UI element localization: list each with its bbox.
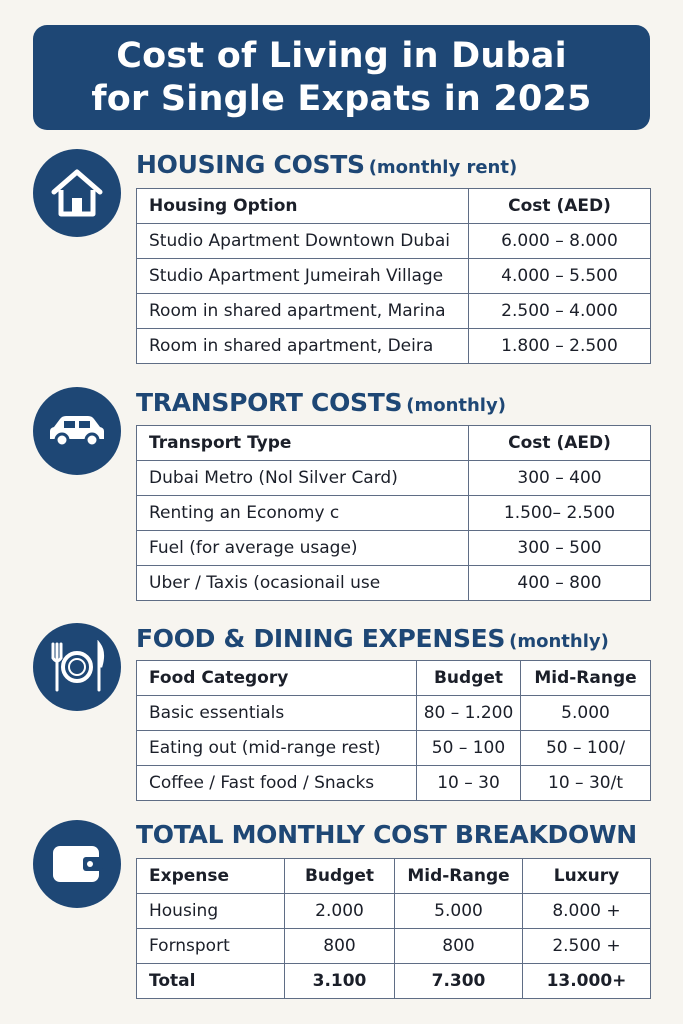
- food-heading: [136, 624, 609, 653]
- table-cell: Eating out (mid-range rest): [137, 731, 417, 766]
- table-row: [137, 929, 651, 964]
- column-header: Budget: [285, 859, 395, 894]
- table-cell: 10 – 30: [417, 766, 521, 801]
- transport-heading-title: TRANSPORT COSTS: [136, 388, 403, 417]
- table-cell: 2.000: [285, 894, 395, 929]
- column-header: Luxury: [523, 859, 651, 894]
- column-header: Housing Option: [137, 189, 469, 224]
- table-cell: 800: [395, 929, 523, 964]
- table-row: [137, 531, 651, 566]
- table-header-row: [137, 426, 651, 461]
- column-header: Cost (AED): [469, 426, 651, 461]
- food-table: [136, 660, 651, 801]
- table-row: [137, 461, 651, 496]
- table-cell: Basic essentials: [137, 696, 417, 731]
- table-row: [137, 566, 651, 601]
- table-cell: 300 – 500: [469, 531, 651, 566]
- table-cell: Renting an Economy c: [137, 496, 469, 531]
- table-cell: Room in shared apartment, Deira: [137, 329, 469, 364]
- table-cell: 5.000: [521, 696, 651, 731]
- table-cell: Room in shared apartment, Marina: [137, 294, 469, 329]
- table-cell: Fornsport: [137, 929, 285, 964]
- table-cell: Uber / Taxis (ocasionail use: [137, 566, 469, 601]
- transport-heading: [136, 388, 506, 417]
- table-cell: 50 – 100/: [521, 731, 651, 766]
- title-line-2: for Single Expats in 2025: [91, 78, 592, 119]
- column-header: Cost (AED): [469, 189, 651, 224]
- table-header-row: [137, 661, 651, 696]
- table-cell: 4.000 – 5.500: [469, 259, 651, 294]
- table-cell: 8.000 +: [523, 894, 651, 929]
- food-heading-title: FOOD & DINING EXPENSES: [136, 624, 506, 653]
- column-header: Expense: [137, 859, 285, 894]
- table-cell: 3.100: [285, 964, 395, 999]
- table-row: [137, 731, 651, 766]
- transport-heading-sub: (monthly): [406, 395, 506, 416]
- table-cell: 7.300: [395, 964, 523, 999]
- table-cell: Fuel (for average usage): [137, 531, 469, 566]
- food-heading-sub: (monthly): [509, 631, 609, 652]
- transport-table: [136, 425, 651, 601]
- housing-heading-sub: (monthly rent): [368, 157, 518, 178]
- table-row: [137, 696, 651, 731]
- table-cell: 2.500 +: [523, 929, 651, 964]
- plate-cutlery-icon: [33, 623, 121, 711]
- table-cell: Studio Apartment Downtown Dubai: [137, 224, 469, 259]
- table-row: [137, 766, 651, 801]
- table-cell: 5.000: [395, 894, 523, 929]
- table-header-row: [137, 189, 651, 224]
- table-row: [137, 496, 651, 531]
- table-row: [137, 259, 651, 294]
- wallet-icon: [33, 820, 121, 908]
- table-cell: 10 – 30/t: [521, 766, 651, 801]
- table-cell: 80 – 1.200: [417, 696, 521, 731]
- table-cell: Studio Apartment Jumeirah Village: [137, 259, 469, 294]
- table-row: [137, 294, 651, 329]
- table-cell: 1.500– 2.500: [469, 496, 651, 531]
- table-row: [137, 329, 651, 364]
- table-row-total: [137, 964, 651, 999]
- table-cell: 1.800 – 2.500: [469, 329, 651, 364]
- column-header: Budget: [417, 661, 521, 696]
- total-table: [136, 858, 651, 999]
- table-cell: 800: [285, 929, 395, 964]
- table-cell: Dubai Metro (Nol Silver Card): [137, 461, 469, 496]
- car-icon: [33, 387, 121, 475]
- table-cell: 6.000 – 8.000: [469, 224, 651, 259]
- column-header: Mid-Range: [521, 661, 651, 696]
- title-banner: [33, 25, 650, 130]
- table-cell: 400 – 800: [469, 566, 651, 601]
- house-icon: [33, 149, 121, 237]
- table-cell: 300 – 400: [469, 461, 651, 496]
- title-line-1: Cost of Living in Dubai: [116, 35, 567, 76]
- total-heading: [136, 820, 637, 849]
- table-cell: Total: [137, 964, 285, 999]
- table-cell: 13.000+: [523, 964, 651, 999]
- column-header: Food Category: [137, 661, 417, 696]
- table-cell: 50 – 100: [417, 731, 521, 766]
- table-header-row: [137, 859, 651, 894]
- housing-heading: [136, 150, 517, 179]
- table-cell: 2.500 – 4.000: [469, 294, 651, 329]
- housing-table: [136, 188, 651, 364]
- total-heading-title: TOTAL MONTHLY COST BREAKDOWN: [136, 820, 637, 849]
- column-header: Transport Type: [137, 426, 469, 461]
- housing-heading-title: HOUSING COSTS: [136, 150, 365, 179]
- table-row: [137, 224, 651, 259]
- table-row: [137, 894, 651, 929]
- table-cell: Housing: [137, 894, 285, 929]
- table-cell: Coffee / Fast food / Snacks: [137, 766, 417, 801]
- column-header: Mid-Range: [395, 859, 523, 894]
